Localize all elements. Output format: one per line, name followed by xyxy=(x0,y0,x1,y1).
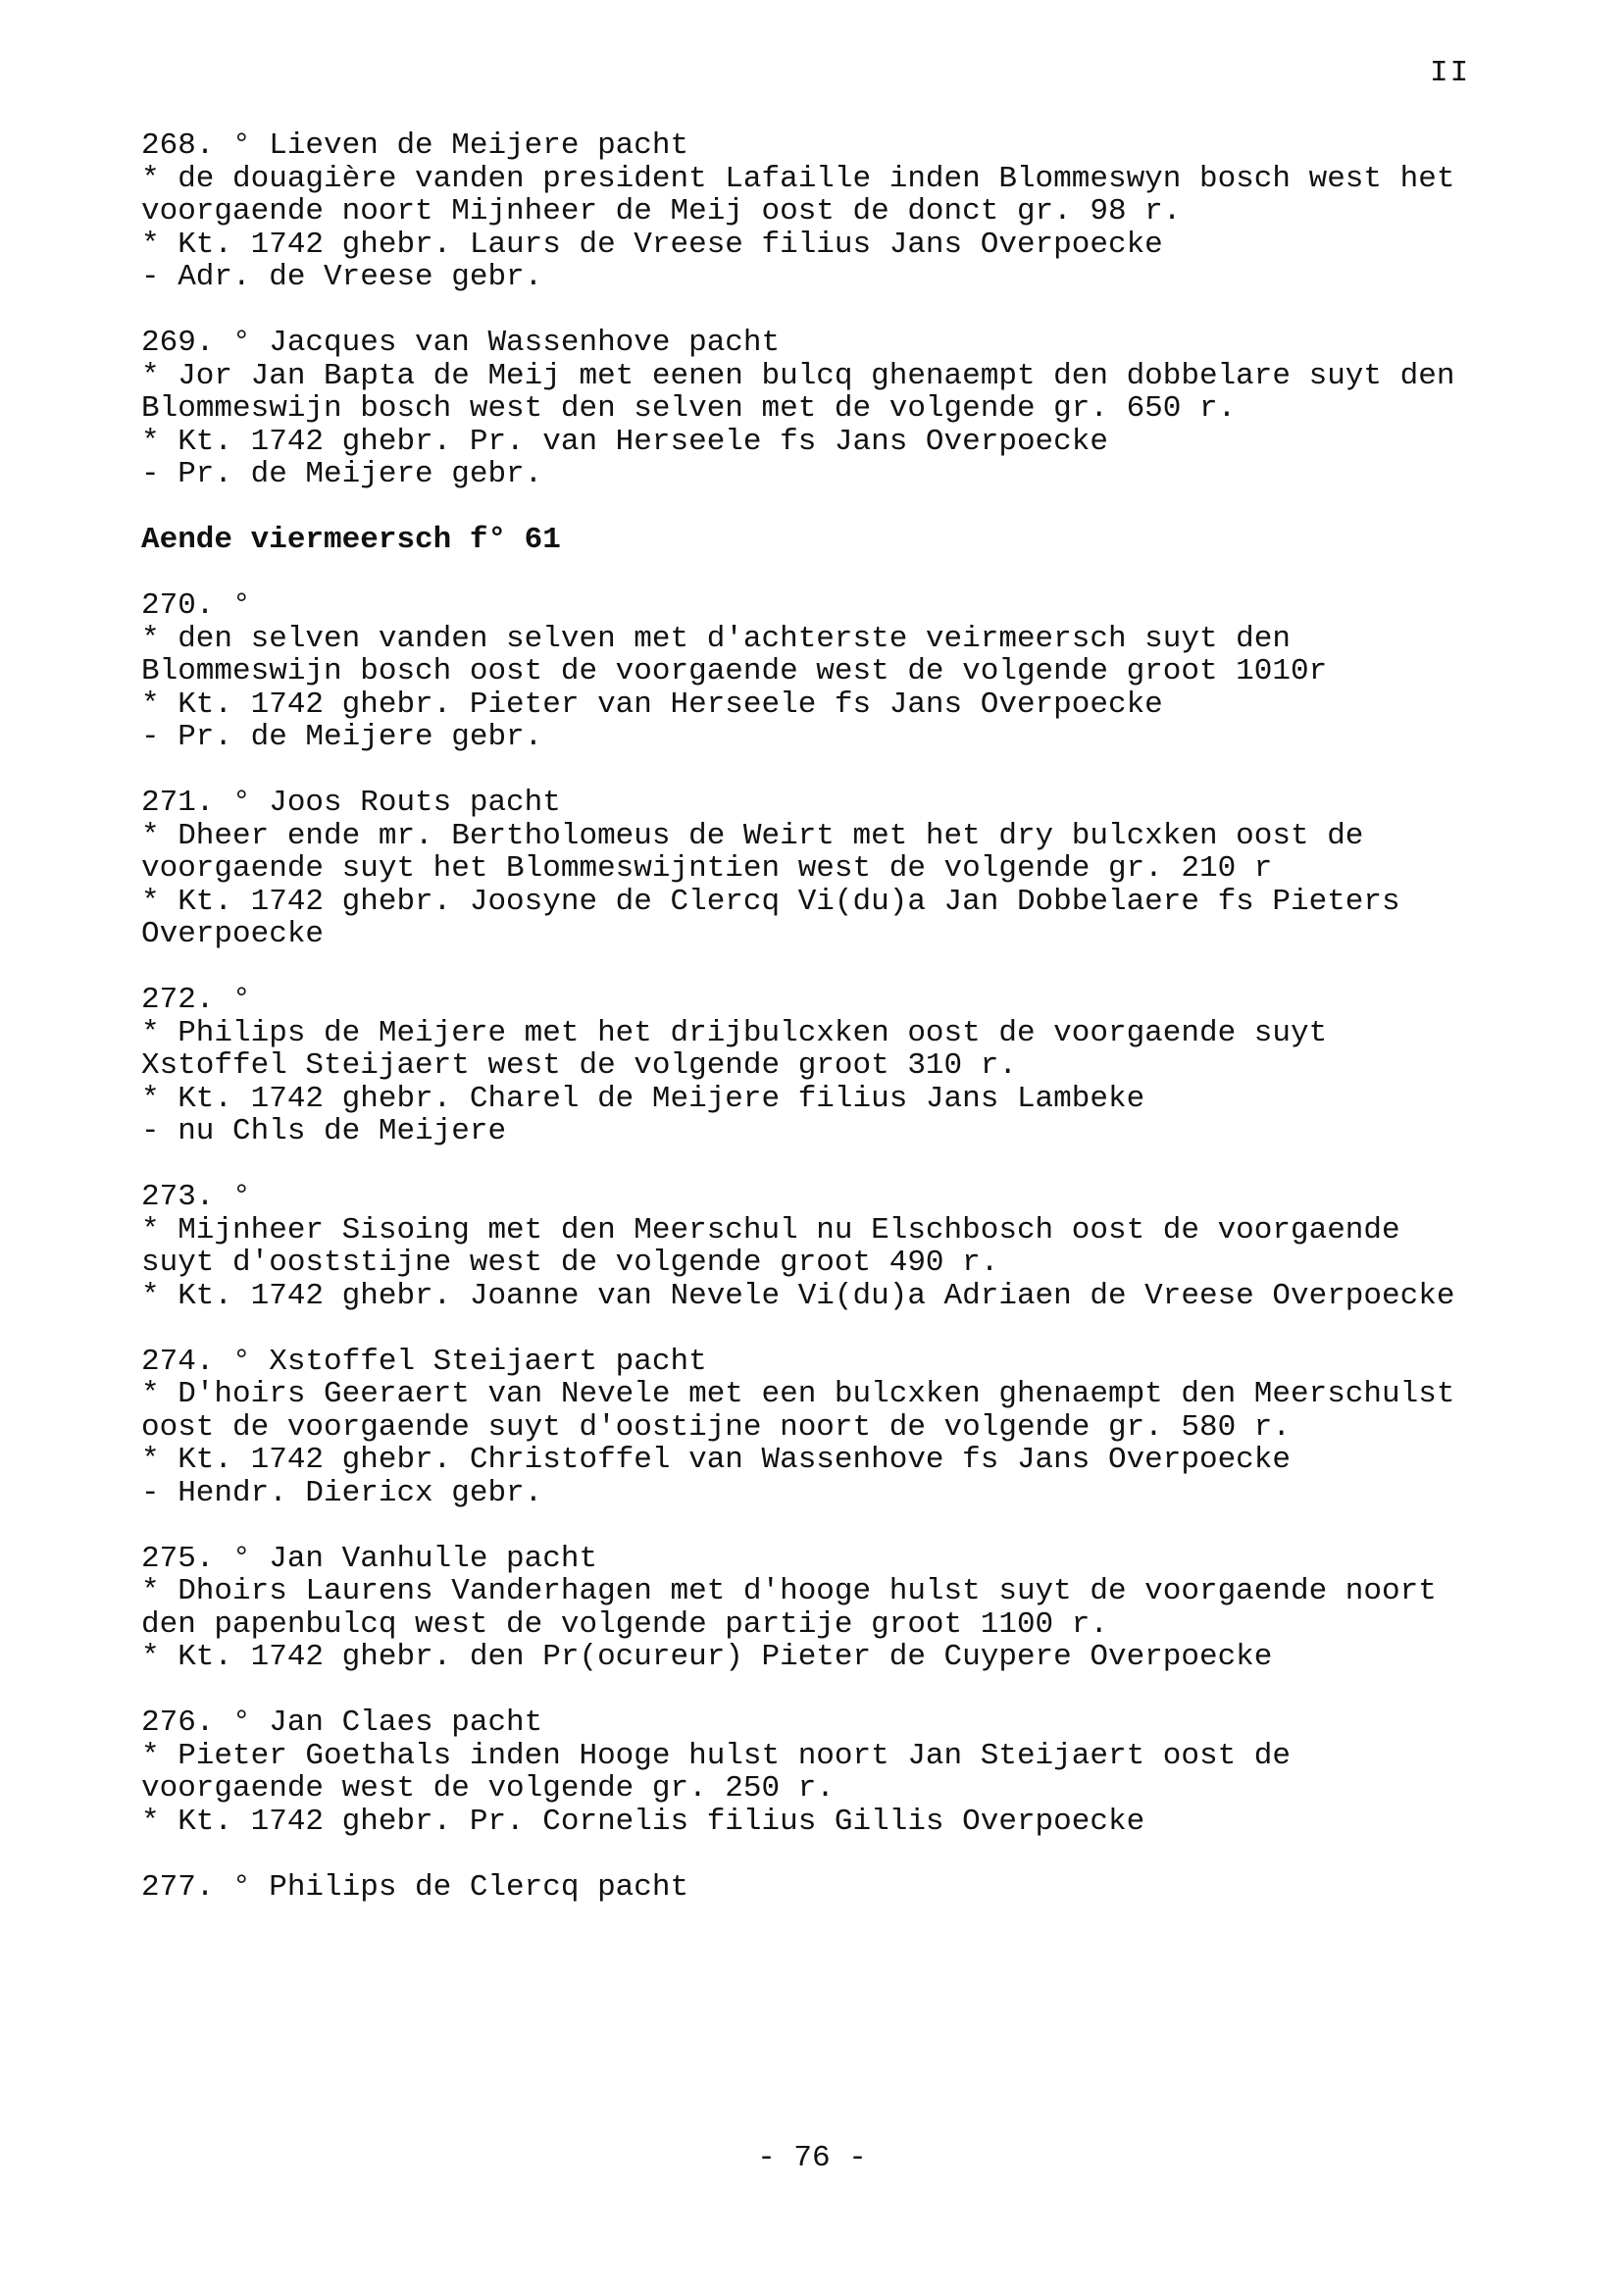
register-entry xyxy=(141,787,1475,951)
entry-header: 273. ° xyxy=(141,1180,251,1214)
entry-line: * Kt. 1742 ghebr. Charel de Meijere filius Jans Lambeke xyxy=(141,1081,1145,1116)
entry-header: 274. ° Xstoffel Steijaert pacht xyxy=(141,1344,707,1379)
section-heading: Aende viermeersch f° 61 xyxy=(141,523,561,557)
entry-line: - Pr. de Meijere gebr. xyxy=(141,457,543,491)
entry-header: 275. ° Jan Vanhulle pacht xyxy=(141,1541,598,1576)
entry-header: 277. ° Philips de Clercq pacht xyxy=(141,1869,689,1905)
entry-line: * Mijnheer Sisoing met den Meerschul nu Elschbosch oost de voorgaende suyt d'ooststijne west de volgende groot 490 r. xyxy=(141,1212,1419,1280)
entry-line: * Kt. 1742 ghebr. den Pr(ocureur) Pieter de Cuypere Overpoecke xyxy=(141,1640,1273,1674)
entry-header: 272. ° xyxy=(141,983,251,1017)
entry-header: 269. ° Jacques van Wassenhove pacht xyxy=(141,326,781,360)
entry-line: * Pieter Goethals inden Hooge hulst noort Jan Steijaert oost de voorgaende west de volgende gr. 250 r. xyxy=(141,1738,1309,1806)
register-entry xyxy=(141,327,1475,491)
entry-line: * Kt. 1742 ghebr. Joanne van Nevele Vi(du)a Adriaen de Vreese Overpoecke xyxy=(141,1278,1455,1313)
entries-group-a xyxy=(141,129,1475,491)
entry-line: - Pr. de Meijere gebr. xyxy=(141,720,543,754)
document-body xyxy=(141,129,1475,1937)
entry-header: 276. ° Jan Claes pacht xyxy=(141,1706,543,1740)
register-entry xyxy=(141,589,1475,754)
entry-line: * Dhoirs Laurens Vanderhagen met d'hooge hulst suyt de voorgaende noort den papenbulcq west de volgende partije groot 1100 r. xyxy=(141,1574,1455,1642)
register-entry xyxy=(141,1706,1475,1838)
register-entry xyxy=(141,1871,1475,1905)
entry-header: 271. ° Joos Routs pacht xyxy=(141,786,561,820)
entry-line: - Hendr. Diericx gebr. xyxy=(141,1475,543,1510)
entry-line: * Philips de Meijere met het drijbulcxken oost de voorgaende suyt Xstoffel Steijaert west de volgende groot 310 r. xyxy=(141,1015,1345,1083)
entry-line: - nu Chls de Meijere xyxy=(141,1114,507,1148)
entry-line: * Jor Jan Bapta de Meij met eenen bulcq ghenaempt den dobbelare suyt den Blommeswijn bosch west den selven met de volgende gr. 650 r. xyxy=(141,358,1474,426)
register-entry xyxy=(141,1543,1475,1674)
register-entry xyxy=(141,1346,1475,1510)
entry-line: * den selven vanden selven met d'achterste veirmeersch suyt den Blommeswijn bosch oost de voorgaende west de volgende groot 1010r xyxy=(141,621,1328,688)
entry-header: 268. ° Lieven de Meijere pacht xyxy=(141,128,689,163)
page-marker: II xyxy=(1430,56,1471,90)
page-number: - 76 - xyxy=(757,2141,867,2175)
entry-line: * D'hoirs Geeraert van Nevele met een bulcxken ghenaempt den Meerschulst oost de voorgaende suyt d'oostijne noort de volgende gr. 580 r. xyxy=(141,1377,1474,1445)
entry-header: 270. ° xyxy=(141,588,251,623)
entry-line: * de douagière vanden president Lafaille inden Blommeswyn bosch west het voorgaende noort Mijnheer de Meij oost de donct gr. 98 r. xyxy=(141,161,1474,229)
entries-group-b xyxy=(141,589,1475,1904)
entry-line: * Kt. 1742 ghebr. Pr. Cornelis filius Gillis Overpoecke xyxy=(141,1804,1145,1839)
entry-line: * Kt. 1742 ghebr. Joosyne de Clercq Vi(du)a Jan Dobbelaere fs Pieters Overpoecke xyxy=(141,884,1419,951)
entry-line: * Kt. 1742 ghebr. Pr. van Herseele fs Jans Overpoecke xyxy=(141,424,1108,459)
entry-line: * Kt. 1742 ghebr. Laurs de Vreese filius Jans Overpoecke xyxy=(141,227,1163,262)
register-entry xyxy=(141,1181,1475,1312)
register-entry xyxy=(141,984,1475,1148)
register-entry xyxy=(141,129,1475,294)
entry-line: * Kt. 1742 ghebr. Christoffel van Wassenhove fs Jans Overpoecke xyxy=(141,1443,1291,1477)
entry-line: * Kt. 1742 ghebr. Pieter van Herseele fs Jans Overpoecke xyxy=(141,687,1163,722)
entry-line: * Dheer ende mr. Bertholomeus de Weirt met het dry bulcxken oost de voorgaende suyt het Blommeswijntien west de volgende gr. 210 r xyxy=(141,818,1383,886)
entry-line: - Adr. de Vreese gebr. xyxy=(141,260,543,294)
